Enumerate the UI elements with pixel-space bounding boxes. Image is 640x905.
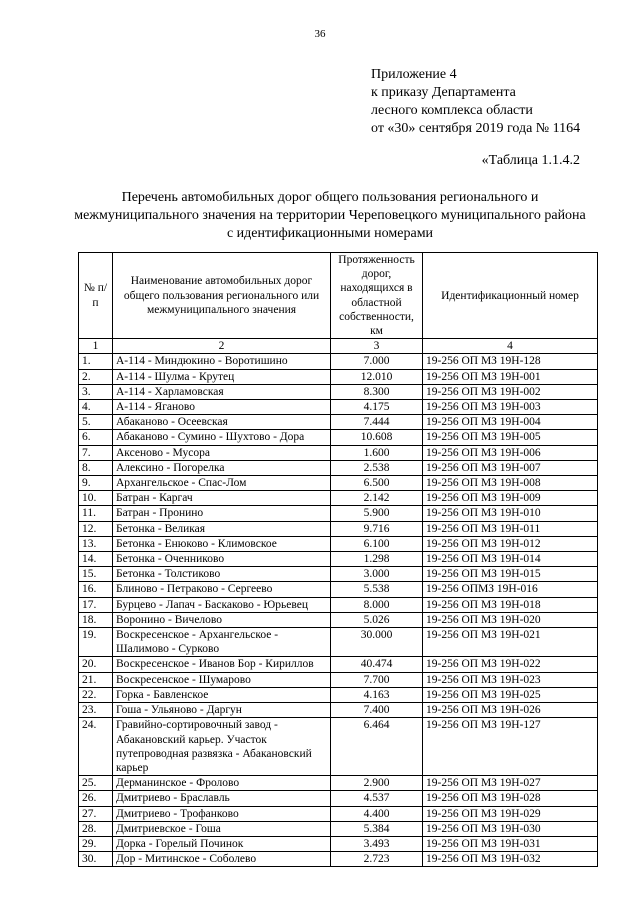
road-length: 5.538 [331, 582, 423, 597]
road-length: 40.474 [331, 657, 423, 672]
road-name: Батран - Пронино [113, 506, 331, 521]
column-header-num: № п/п [79, 253, 113, 339]
road-name: Дорка - Горелый Починок [113, 836, 331, 851]
road-length: 4.175 [331, 400, 423, 415]
road-id: 19-256 ОП МЗ 19Н-010 [423, 506, 598, 521]
table-row [79, 628, 598, 657]
road-id: 19-256 ОП МЗ 19Н-025 [423, 687, 598, 702]
row-number: 11. [79, 506, 113, 521]
table-row [79, 415, 598, 430]
appendix-line: лесного комплекса области [371, 103, 533, 118]
road-name: Бетонка - Великая [113, 521, 331, 536]
row-number: 27. [79, 806, 113, 821]
road-name: Батран - Каргач [113, 491, 331, 506]
table-row [79, 687, 598, 702]
road-id: 19-256 ОП МЗ 19Н-020 [423, 612, 598, 627]
road-id: 19-256 ОП МЗ 19Н-001 [423, 369, 598, 384]
road-id: 19-256 ОП МЗ 19Н-032 [423, 852, 598, 867]
table-row [79, 400, 598, 415]
road-id: 19-256 ОП МЗ 19Н-015 [423, 567, 598, 582]
road-length: 7.700 [331, 672, 423, 687]
road-name: Воскресенское - Шумарово [113, 672, 331, 687]
table-row [79, 521, 598, 536]
row-number: 13. [79, 536, 113, 551]
column-index: 2 [113, 339, 331, 354]
table-row [79, 384, 598, 399]
table-row [79, 582, 598, 597]
row-number: 22. [79, 687, 113, 702]
road-name: Дмитриево - Браславль [113, 791, 331, 806]
road-id: 19-256 ОП МЗ 19Н-031 [423, 836, 598, 851]
table-row [79, 791, 598, 806]
road-id: 19-256 ОП МЗ 19Н-008 [423, 476, 598, 491]
row-number: 8. [79, 460, 113, 475]
table-row [79, 806, 598, 821]
road-id: 19-256 ОП МЗ 19Н-021 [423, 628, 598, 657]
road-length: 6.100 [331, 536, 423, 551]
table-row [79, 536, 598, 551]
column-index: 4 [423, 339, 598, 354]
page-number: 36 [314, 28, 326, 40]
table-number: «Таблица 1.1.4.2 [481, 153, 580, 168]
road-name: Бурцево - Лапач - Баскаково - Юрьевец [113, 597, 331, 612]
road-id: 19-256 ОПМЗ 19Н-016 [423, 582, 598, 597]
row-number: 7. [79, 445, 113, 460]
row-number: 19. [79, 628, 113, 657]
row-number: 14. [79, 552, 113, 567]
road-id: 19-256 ОП МЗ 19Н-009 [423, 491, 598, 506]
road-length: 2.900 [331, 776, 423, 791]
road-length: 1.600 [331, 445, 423, 460]
road-name: Бетонка - Енюково - Климовское [113, 536, 331, 551]
table-row [79, 369, 598, 384]
row-number: 25. [79, 776, 113, 791]
road-name: Воскресенское - Иванов Бор - Кириллов [113, 657, 331, 672]
row-number: 24. [79, 718, 113, 776]
road-id: 19-256 ОП МЗ 19Н-022 [423, 657, 598, 672]
row-number: 17. [79, 597, 113, 612]
road-name: А-114 - Миндюкино - Воротишино [113, 354, 331, 369]
road-name: Абаканово - Осеевская [113, 415, 331, 430]
road-name: Воскресенское - Архангельское - Шалимово - Сурково [113, 628, 331, 657]
document-title: Перечень автомобильных дорог общего пользования регионального и межмуниципального значения на территории Череповецкого муниципального района с идентификационными номерами [74, 190, 586, 241]
road-name: Горка - Бавленское [113, 687, 331, 702]
road-length: 8.300 [331, 384, 423, 399]
road-id: 19-256 ОП МЗ 19Н-127 [423, 718, 598, 776]
road-length: 5.384 [331, 821, 423, 836]
road-name: Дор - Митинское - Соболево [113, 852, 331, 867]
road-length: 4.537 [331, 791, 423, 806]
road-id: 19-256 ОП МЗ 19Н-028 [423, 791, 598, 806]
road-length: 5.900 [331, 506, 423, 521]
road-length: 3.493 [331, 836, 423, 851]
road-name: Бетонка - Толстиково [113, 567, 331, 582]
road-name: Дерманинское - Фролово [113, 776, 331, 791]
roads-table [78, 252, 598, 867]
table-body [79, 339, 598, 867]
appendix-header [371, 66, 580, 138]
row-number: 12. [79, 521, 113, 536]
row-number: 3. [79, 384, 113, 399]
road-name: Архангельское - Спас-Лом [113, 476, 331, 491]
row-number: 21. [79, 672, 113, 687]
row-number: 6. [79, 430, 113, 445]
road-length: 4.400 [331, 806, 423, 821]
column-index: 1 [79, 339, 113, 354]
row-number: 30. [79, 852, 113, 867]
row-number: 4. [79, 400, 113, 415]
road-name: Абаканово - Сумино - Шухтово - Дора [113, 430, 331, 445]
row-number: 23. [79, 703, 113, 718]
road-length: 7.000 [331, 354, 423, 369]
road-length: 10.608 [331, 430, 423, 445]
road-length: 2.142 [331, 491, 423, 506]
road-id: 19-256 ОП МЗ 19Н-030 [423, 821, 598, 836]
road-id: 19-256 ОП МЗ 19Н-014 [423, 552, 598, 567]
row-number: 1. [79, 354, 113, 369]
table-row [79, 612, 598, 627]
road-length: 8.000 [331, 597, 423, 612]
road-length: 3.000 [331, 567, 423, 582]
road-length: 4.163 [331, 687, 423, 702]
road-id: 19-256 ОП МЗ 19Н-128 [423, 354, 598, 369]
table-row [79, 836, 598, 851]
table-row [79, 821, 598, 836]
row-number: 26. [79, 791, 113, 806]
table-row [79, 567, 598, 582]
table-row [79, 657, 598, 672]
road-id: 19-256 ОП МЗ 19Н-002 [423, 384, 598, 399]
road-name: А-114 - Харламовская [113, 384, 331, 399]
road-length: 2.723 [331, 852, 423, 867]
road-id: 19-256 ОП МЗ 19Н-003 [423, 400, 598, 415]
table-row [79, 445, 598, 460]
table-row [79, 552, 598, 567]
road-length: 1.298 [331, 552, 423, 567]
road-name: Блиново - Петраково - Сергеево [113, 582, 331, 597]
road-name: Бетонка - Оченниково [113, 552, 331, 567]
table-row [79, 354, 598, 369]
road-length: 7.444 [331, 415, 423, 430]
road-name: Алексино - Погорелка [113, 460, 331, 475]
road-id: 19-256 ОП МЗ 19Н-005 [423, 430, 598, 445]
road-id: 19-256 ОП МЗ 19Н-026 [423, 703, 598, 718]
table-header-row [79, 253, 598, 339]
road-id: 19-256 ОП МЗ 19Н-023 [423, 672, 598, 687]
road-length: 12.010 [331, 369, 423, 384]
table-row [79, 718, 598, 776]
row-number: 28. [79, 821, 113, 836]
table-row [79, 776, 598, 791]
road-length: 6.464 [331, 718, 423, 776]
column-index: 3 [331, 339, 423, 354]
row-number: 16. [79, 582, 113, 597]
column-index-row [79, 339, 598, 354]
table-row [79, 430, 598, 445]
table-row [79, 491, 598, 506]
row-number: 9. [79, 476, 113, 491]
road-length: 30.000 [331, 628, 423, 657]
row-number: 18. [79, 612, 113, 627]
road-id: 19-256 ОП МЗ 19Н-004 [423, 415, 598, 430]
appendix-line: от «30» сентября 2019 года № 1164 [371, 121, 581, 136]
road-length: 5.026 [331, 612, 423, 627]
road-name: Гоша - Ульяново - Даргун [113, 703, 331, 718]
appendix-line: Приложение 4 [371, 67, 457, 82]
road-id: 19-256 ОП МЗ 19Н-012 [423, 536, 598, 551]
road-name: Воронино - Вичелово [113, 612, 331, 627]
row-number: 10. [79, 491, 113, 506]
road-name: Гравийно-сортировочный завод - Абакановский карьер. Участок путепроводная развязка - Абакановский карьер [113, 718, 331, 776]
road-id: 19-256 ОП МЗ 19Н-011 [423, 521, 598, 536]
road-length: 7.400 [331, 703, 423, 718]
road-name: Дмитриево - Трофанково [113, 806, 331, 821]
row-number: 5. [79, 415, 113, 430]
table-row [79, 506, 598, 521]
appendix-line: к приказу Департамента [371, 85, 516, 100]
column-header-length: Протяженность дорог, находящихся в областной собственности, км [331, 253, 423, 339]
road-name: А-114 - Шулма - Крутец [113, 369, 331, 384]
row-number: 20. [79, 657, 113, 672]
road-id: 19-256 ОП МЗ 19Н-027 [423, 776, 598, 791]
table-row [79, 597, 598, 612]
road-length: 2.538 [331, 460, 423, 475]
road-id: 19-256 ОП МЗ 19Н-007 [423, 460, 598, 475]
road-name: Аксеново - Мусора [113, 445, 331, 460]
table-row [79, 460, 598, 475]
table-row [79, 852, 598, 867]
road-length: 6.500 [331, 476, 423, 491]
table-row [79, 672, 598, 687]
road-name: Дмитриевское - Гоша [113, 821, 331, 836]
road-length: 9.716 [331, 521, 423, 536]
road-id: 19-256 ОП МЗ 19Н-006 [423, 445, 598, 460]
column-header-id: Идентификационный номер [423, 253, 598, 339]
table-row [79, 476, 598, 491]
row-number: 2. [79, 369, 113, 384]
road-id: 19-256 ОП МЗ 19Н-018 [423, 597, 598, 612]
road-id: 19-256 ОП МЗ 19Н-029 [423, 806, 598, 821]
row-number: 29. [79, 836, 113, 851]
table-row [79, 703, 598, 718]
road-name: А-114 - Яганово [113, 400, 331, 415]
column-header-name: Наименование автомобильных дорог общего пользования регионального или межмуниципального значения [113, 253, 331, 339]
row-number: 15. [79, 567, 113, 582]
